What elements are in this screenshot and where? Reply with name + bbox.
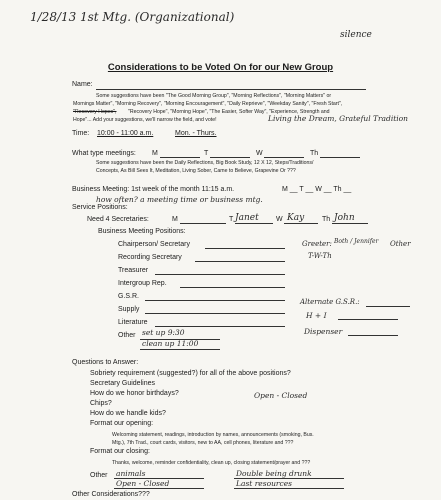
name-suggestion-line-3: "Recovery Hope", "Morning Hope", "The Easier, Softer Way", "Experience, Strength and [128,109,330,115]
position-literature: Literature [118,319,148,326]
name-suggestion-line-2: Mornings Matter", "Morning Recovery", "Morning Encouragement", "Daily Reprieve", "Weekday Sanity", "Fresh Start", [73,101,343,107]
greeter-label: Greeter: [302,240,332,248]
handwritten-name-ideas: Living the Dream, Grateful Tradition [268,114,408,123]
name-suggestion-struck: "Recovery Hopes", [73,109,117,115]
blank-line [180,287,285,288]
dispenser-label: Dispenser [304,327,343,336]
meeting-type-label: What type meetings: [72,150,136,157]
handwritten-setup-time: set up 9:30 [142,328,185,337]
blank-line [348,335,398,336]
position-intergroup-rep: Intergroup Rep. [118,280,167,287]
position-recording-secretary: Recording Secretary [118,254,182,261]
blank-line [155,274,285,275]
name-suggestion-line-4: Hope"... Add your suggestions, we'll narrow the field, and vote! [73,117,217,123]
blank-line [180,223,226,224]
blank-line [114,488,204,489]
closing-label: Format our closing: [90,448,150,455]
blank-line [195,261,285,262]
question-chips: Chips? [90,400,112,407]
blank-line [145,300,285,301]
day-th: Th [310,150,319,157]
greeter-value: Both / Jennifer [334,238,379,245]
blank-line [338,319,398,320]
blank-line [320,157,360,158]
question-birthdays: How do we honor birthdays? [90,390,179,397]
blank-line [155,326,285,327]
alternate-gsr-label: Alternate G.S.R.: [300,298,360,306]
other-note-resources: Last resources [236,479,292,488]
blank-line [366,306,410,307]
document-page: 1/28/13 1st Mtg. (Organizational) silence Considerations to be Voted On for our New Group Name: Some suggestions have been "The Good Morning Group", "Morning Reflections", "Morning Matters" or Mornings Matter", "Morning Recovery", "Morning Encouragement", "Daily Reprieve", "Weekday Sanity", "Fresh Start", "Recovery Hopes", "Recovery Hope", "Morning Hope", "The Easier, Softer Way", "Experience, Strength and Hope"... Add your suggestions, we'll narrow the field, and vote! Living the Dream, Grateful Tradition Time: 10:00 - 11:00 a.m. Mon. - Thurs. What type meetings: M T W Th Some suggestions have been the Daily Reflections, Big Book Study, 12 X 12, Steps/Traditions/ Concepts, As Bill Sees It, Meditation, Living Sober, Came to Believe, Grapevine Or ??? Business Meeting: 1st week of the month 11:15 a.m. M __ T __ W __ Th __ how often? a meeting time or business mtg. Service Positions: Need 4 Secretaries: M T Janet W Kay Th John Business Meeting Positions: Chairperson/ Secretary Recording Secretary Treasurer Intergroup Rep. G.S.R. Supply Literature Other set up 9:30 clean up 11:00 Greeter: Both / Jennifer Other T-W-Th Alternate G.S.R.: H + I Dispenser Questions to Answer: Sobriety requirement (suggested?) for all of the above positions? Secretary Guidelines How do we honor birthdays? Open - Closed Chips? How do we handle kids? Format our opening: Welcoming statement, readings, introduction by names, announcements (smoking, Bus. Mtg.), 7th Trad., court cards, visitors, new to AA, cell phones, literature and ??? Format our closing: Thanks, welcome, reminder confidentiality, clean up, closing statement/prayer and ??? Other animals Open - Closed Double being drunk Last resources Other Considerations??? [0,0,441,500]
secretary-tuesday: Janet [235,213,259,223]
questions-label: Questions to Answer: [72,359,139,366]
secretary-thursday: John [334,213,355,223]
handwritten-date: 1/28/13 [30,10,77,24]
handwritten-business-note: how often? a meeting time or business mtg. [96,195,263,204]
blank-line [332,223,368,224]
blank-line [234,488,344,489]
position-gsr: G.S.R. [118,293,140,300]
position-other: Other [118,332,136,339]
blank-line [160,157,200,158]
name-label: Name: [72,81,93,88]
question-kids: How do we handle kids? [90,410,166,417]
service-positions-label: Service Positions: [72,204,128,211]
secretaries-label: Need 4 Secretaries: [87,216,149,223]
blank-line [140,349,220,350]
sec-day-th: Th [322,216,331,223]
day-t: T [204,150,209,157]
sec-day-t: T [229,216,234,223]
day-m: M [152,150,158,157]
sec-day-m: M [172,216,178,223]
day-w: W [256,150,263,157]
handwritten-birthday-note: Open - Closed [254,391,308,400]
other-note-double: Double being drunk [236,469,312,478]
position-treasurer: Treasurer [118,267,149,274]
opening-text-1: Welcoming statement, readings, introduction by names, announcements (smoking, Bus. [112,432,314,438]
blank-line [284,223,318,224]
other-label: Other [90,472,108,479]
greeter-days: T-W-Th [308,252,332,260]
other-note-animals: animals [116,469,146,478]
handwritten-meeting-note: 1st Mtg. (Organizational) [80,10,235,24]
question-sobriety: Sobriety requirement (suggested?) for all of the above positions? [90,370,291,377]
time-value: 10:00 - 11:00 a.m. [97,130,154,137]
type-suggestion-line-1: Some suggestions have been the Daily Reflections, Big Book Study, 12 X 12, Steps/Traditions/ [96,160,314,166]
greeter-other: Other [390,240,411,248]
question-secretary-guidelines: Secretary Guidelines [90,380,155,387]
blank-line [205,248,285,249]
blank-line [210,157,250,158]
position-supply: Supply [118,306,140,313]
other-considerations: Other Considerations??? [72,491,150,498]
name-suggestion-line-1: Some suggestions have been "The Good Morning Group", "Morning Reflections", "Morning Matters" or [96,93,332,99]
secretary-wednesday: Kay [287,213,305,223]
handwritten-corner-note: silence [340,30,372,40]
blank-line [235,223,273,224]
hi-label: H + I [306,311,327,320]
name-blank-line [96,89,366,90]
sec-day-w: W [276,216,283,223]
type-suggestion-line-2: Concepts, As Bill Sees It, Meditation, Living Sober, Came to Believe, Grapevine Or ??? [96,168,296,174]
blank-line [145,313,285,314]
business-meeting-text: Business Meeting: 1st week of the month 11:15 a.m. [72,186,235,193]
page-title: Considerations to be Voted On for our New Group [107,62,334,73]
other-note-open-closed: Open - Closed [116,479,170,488]
business-positions-label: Business Meeting Positions: [98,228,186,235]
opening-text-2: Mtg.), 7th Trad., court cards, visitors, new to AA, cell phones, literature and ??? [112,440,294,446]
question-opening: Format our opening: [90,420,154,427]
handwritten-cleanup-time: clean up 11:00 [142,339,199,348]
closing-text: Thanks, welcome, reminder confidentiality, clean up, closing statement/prayer and ??? [112,460,311,466]
position-chairperson: Chairperson/ Secretary [118,241,190,248]
time-label: Time: [72,130,90,137]
blank-line [264,157,304,158]
time-days: Mon. - Thurs. [175,130,217,137]
